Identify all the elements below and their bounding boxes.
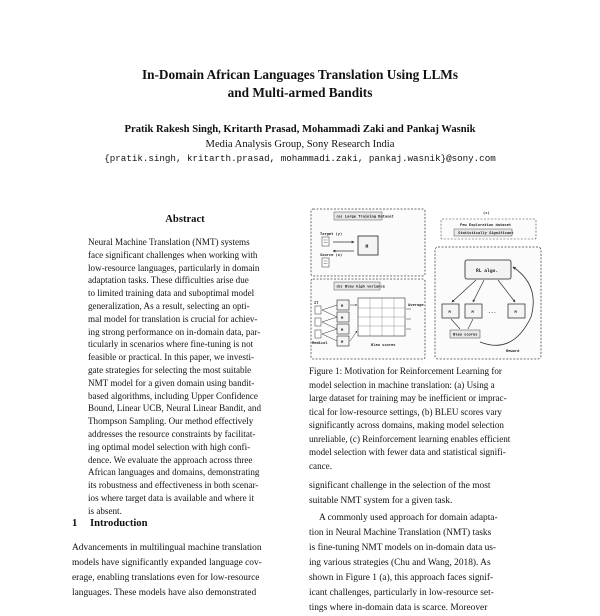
caption-line: cance.	[309, 460, 332, 471]
abstract-line: to limited training data and suboptimal model	[88, 288, 255, 299]
model-label: M	[365, 245, 369, 250]
panel-a-label: (a) Large Training Dataset	[336, 214, 394, 219]
abstract-line: its robustness and effectiveness in both scenar-	[88, 480, 259, 491]
figure-1-caption	[309, 365, 543, 473]
average-label: Average	[408, 303, 424, 307]
intro-line: languages. These models have also demonstrated	[72, 588, 257, 598]
abstract-line: dence. We evaluate the approach across three	[88, 454, 253, 465]
body-line: tion in Neural Machine Translation (NMT) tasks	[309, 528, 492, 538]
section-heading-introduction	[72, 518, 148, 529]
abstract-body	[88, 236, 285, 518]
body-line: ing various strategies (Chu and Wang, 2018). As	[309, 558, 491, 568]
it-domain-label: IT	[314, 301, 319, 305]
body-line: suitable NMT system for a given task.	[309, 496, 453, 506]
model-label: M	[514, 310, 517, 314]
caption-line: significantly across domains, making model selection	[309, 420, 504, 430]
right-column-paragraph-1	[309, 479, 543, 509]
section-number: 1	[72, 518, 78, 529]
abstract-line: gate strategies for selecting the most suitable	[88, 364, 252, 375]
abstract-line: Neural Machine Translation (NMT) systems	[88, 237, 250, 247]
ellipsis: ...	[488, 310, 497, 315]
panel-c	[435, 211, 541, 359]
document-icon	[322, 237, 329, 246]
abstract-line: low-resource languages, particularly in domain	[88, 262, 260, 273]
abstract-line: ing strong performance on in-domain data, par-	[88, 326, 261, 337]
abstract-line: mal model for translation is crucial for achiev-	[88, 313, 258, 324]
abstract-line: addresses the resource constraints by facilitat-	[88, 428, 256, 439]
panel-b-label: (b) Bleu high variance	[336, 284, 385, 289]
caption-line: model selection in machine translation: (a) Using a	[309, 379, 495, 390]
intro-line: Advancements in multilingual machine translation	[72, 543, 262, 553]
model-label: M	[471, 310, 474, 314]
right-column-paragraph-2	[309, 511, 543, 616]
abstract-heading: Abstract	[165, 214, 205, 225]
caption-line: unreliable, (c) Reinforcement learning enables efficient	[309, 433, 511, 444]
section-title: Introduction	[90, 518, 148, 529]
abstract-line: generalization, As a result, selecting an opti-	[88, 300, 250, 311]
paper-title	[40, 66, 560, 102]
body-line: shown in Figure 1 (a), this approach faces signif-	[309, 573, 494, 583]
abstract-line: face significant challenges when working with	[88, 249, 258, 260]
reward-label: Reward	[506, 349, 520, 353]
abstract-line: African languages and domains, demonstrating	[88, 467, 260, 478]
document-icon	[315, 306, 321, 314]
caption-line: large dataset for training may be inefficient or imprac-	[309, 393, 507, 403]
document-icon	[315, 318, 321, 326]
body-line: icant challenges, particularly in low-resource set-	[309, 588, 494, 598]
rl-algo-label: RL algo.	[476, 269, 499, 274]
model-label: M	[341, 315, 344, 320]
abstract-line: is absent.	[88, 505, 122, 516]
body-line: tings where in-domain data is scarce. Moreover	[309, 603, 488, 613]
caption-line: model selection with fewer data and statistical signifi-	[309, 447, 506, 457]
model-label: M	[448, 310, 451, 314]
abstract-line: Bound, Linear UCB, Neural Linear Bandit, and	[88, 403, 261, 414]
body-line: significant challenge in the selection of the most	[309, 481, 491, 491]
panel-a	[311, 209, 425, 276]
figure-1-diagram	[308, 205, 543, 362]
document-icon	[315, 330, 321, 338]
affiliation: Media Analysis Group, Sony Research India	[205, 139, 395, 150]
caption-line: tical for low-resource settings, (b) BLEU scores vary	[309, 406, 502, 417]
abstract-line: ios where target data is available and where it	[88, 492, 254, 503]
medical-domain-label: Medical	[312, 341, 328, 345]
panel-b	[311, 279, 425, 359]
document-icon	[322, 258, 329, 267]
source-label: Source (x)	[320, 253, 343, 257]
caption-line: Figure 1: Motivation for Reinforcement Learning for	[309, 366, 502, 376]
target-label: Target (y)	[320, 232, 343, 236]
abstract-line: adaptation tasks. These difficulties arise due	[88, 275, 249, 286]
bleu-scores-label-b: Bleu scores	[371, 343, 396, 347]
model-label: M	[341, 339, 344, 344]
abstract-line: based algorithms, including Upper Confidence	[88, 390, 258, 401]
abstract-line: Thompson Sampling. Our method effectively	[88, 416, 254, 427]
body-line: is fine-tuning NMT models on in-domain data us-	[309, 543, 497, 553]
introduction-body	[72, 541, 298, 601]
abstract-line: ing optimal model selection with high confi-	[88, 441, 251, 452]
abstract-line: ticularly in scenarios where fine-tuning is not	[88, 339, 254, 350]
stat-sig-label: Statistically Significant	[458, 231, 514, 235]
abstract-line: feasible or practical. In this paper, we investi-	[88, 352, 255, 363]
title-line-2: and Multi-armed Bandits	[227, 85, 373, 100]
title-line-1: In-Domain African Languages Translation Using LLMs	[141, 67, 459, 82]
few-data-label: Few Exploration dataset	[460, 223, 512, 227]
author-emails: {pratik.singh, kritarth.prasad, mohammadi.zaki, pankaj.wasnik}@sony.com	[104, 153, 496, 164]
abstract-line: NMT model for a given domain using bandit-	[88, 377, 255, 388]
bleu-scores-label-c: Bleu scores	[453, 332, 478, 337]
intro-line: erage, enabling translations even for low-resource	[72, 573, 260, 583]
model-label: M	[341, 303, 344, 308]
author-list: Pratik Rakesh Singh, Kritarth Prasad, Mohammadi Zaki and Pankaj Wasnik	[124, 124, 476, 135]
body-line: A commonly used approach for domain adapta-	[319, 513, 498, 523]
panel-c-label: (c)	[483, 211, 490, 215]
model-label: M	[341, 327, 344, 332]
intro-line: models have significantly expanded language cov-	[72, 558, 262, 568]
